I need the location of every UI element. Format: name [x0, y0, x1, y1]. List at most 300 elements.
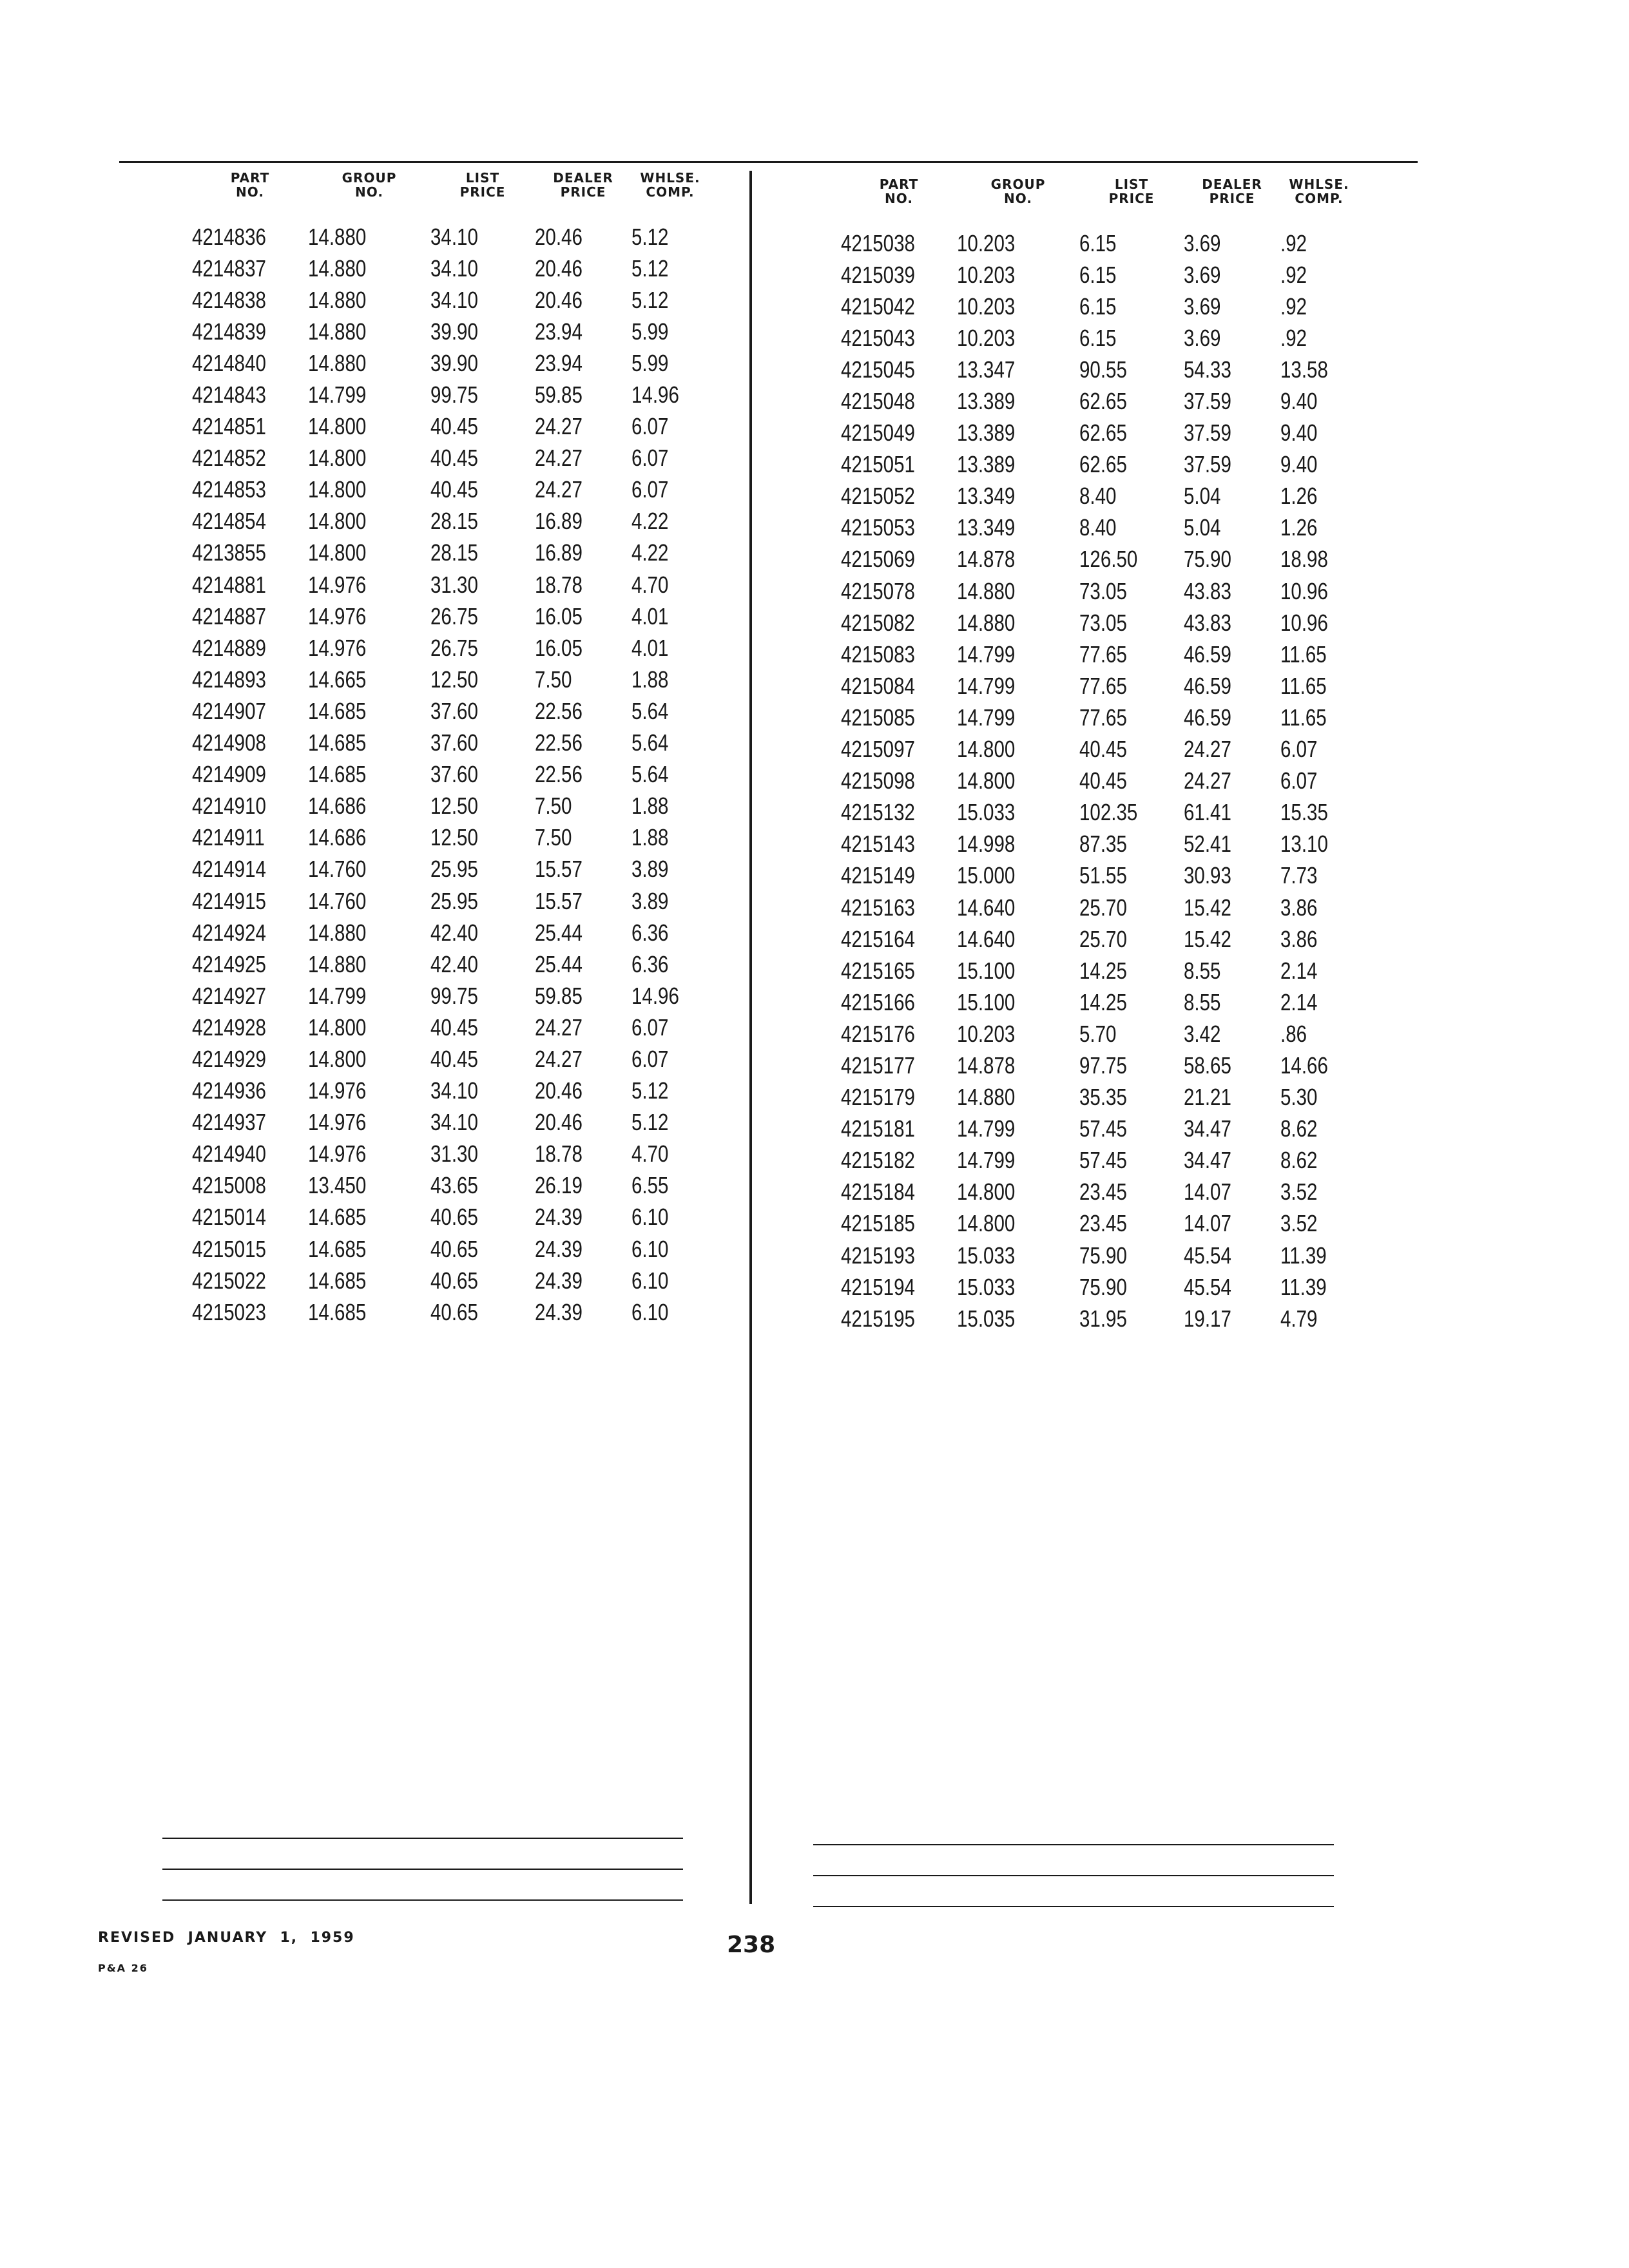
whlse-comp-cell: 6.07	[1280, 736, 1318, 763]
table-row	[192, 411, 709, 443]
table-row	[841, 607, 1358, 639]
group-no-cell: 10.203	[957, 293, 1016, 320]
list-price-cell: 99.75	[430, 982, 478, 1009]
table-row	[841, 1208, 1358, 1240]
group-no-cell: 14.799	[957, 640, 1016, 668]
whlse-comp-cell: 11.65	[1280, 672, 1327, 699]
part-no-cell: 4214924	[192, 919, 266, 946]
group-no-cell: 14.685	[308, 761, 367, 788]
part-no-cell: 4215163	[841, 894, 915, 921]
part-no-cell: 4214853	[192, 476, 266, 503]
table-row	[841, 892, 1358, 923]
list-price-cell: 62.65	[1079, 419, 1127, 447]
group-no-cell: 14.880	[957, 1084, 1016, 1111]
group-no-cell: 14.799	[957, 1115, 1016, 1142]
part-no-cell: 4215164	[841, 925, 915, 952]
blank-line	[813, 1875, 1334, 1876]
table-row	[192, 822, 709, 854]
whlse-comp-cell: 8.62	[1280, 1115, 1318, 1142]
dealer-price-cell: 24.27	[535, 413, 583, 440]
dealer-price-cell: 37.59	[1184, 419, 1231, 447]
group-no-cell: 14.799	[957, 704, 1016, 731]
table-row	[841, 1145, 1358, 1177]
part-no-cell: 4215082	[841, 609, 915, 636]
table-row	[841, 860, 1358, 892]
blank-line	[162, 1899, 683, 1901]
list-price-cell: 25.95	[430, 887, 478, 914]
header-dealer-price: DEALER PRICE	[553, 170, 613, 200]
group-no-cell: 13.450	[308, 1172, 367, 1199]
table-row	[192, 695, 709, 727]
dealer-price-cell: 20.46	[535, 255, 583, 282]
whlse-comp-cell: 9.40	[1280, 388, 1318, 415]
table-row	[192, 1012, 709, 1043]
list-price-cell: 57.45	[1079, 1147, 1127, 1174]
whlse-comp-cell: 6.10	[631, 1267, 669, 1294]
dealer-price-cell: 24.27	[535, 1014, 583, 1041]
list-price-cell: 34.10	[430, 223, 478, 250]
list-price-cell: 12.50	[430, 793, 478, 820]
dealer-price-cell: 8.55	[1184, 957, 1221, 984]
dealer-price-cell: 46.59	[1184, 704, 1231, 731]
whlse-comp-cell: 6.36	[631, 919, 669, 946]
dealer-price-cell: 52.41	[1184, 831, 1231, 858]
part-no-cell: 4214854	[192, 508, 266, 535]
group-no-cell: 14.880	[308, 223, 367, 250]
whlse-comp-cell: 8.62	[1280, 1147, 1318, 1174]
part-no-cell: 4214893	[192, 666, 266, 693]
group-no-cell: 14.880	[957, 609, 1016, 636]
group-no-cell: 14.880	[308, 255, 367, 282]
group-no-cell: 14.665	[308, 666, 367, 693]
group-no-cell: 14.878	[957, 1052, 1016, 1079]
group-no-cell: 14.640	[957, 925, 1016, 952]
list-price-cell: 34.10	[430, 1109, 478, 1136]
group-no-cell: 14.800	[957, 1210, 1016, 1237]
whlse-comp-cell: 3.52	[1280, 1178, 1318, 1206]
dealer-price-cell: 15.57	[535, 856, 583, 883]
group-no-cell: 14.799	[957, 1147, 1016, 1174]
whlse-comp-cell: 6.07	[631, 413, 669, 440]
table-row	[192, 601, 709, 632]
part-no-cell: 4215049	[841, 419, 915, 447]
part-no-cell: 4215023	[192, 1298, 266, 1325]
blank-line	[813, 1906, 1334, 1907]
form-code: P&A 26	[98, 1962, 148, 1974]
dealer-price-cell: 23.94	[535, 318, 583, 345]
group-no-cell: 14.878	[957, 546, 1016, 573]
whlse-comp-cell: 2.14	[1280, 957, 1318, 984]
table-row	[841, 765, 1358, 797]
part-no-cell: 4214843	[192, 381, 266, 408]
header-part-no: PART NO.	[230, 170, 270, 200]
part-no-cell: 4214851	[192, 413, 266, 440]
blank-line	[813, 1844, 1334, 1845]
group-no-cell: 13.389	[957, 451, 1016, 478]
revised-date: REVISED JANUARY 1, 1959	[98, 1930, 355, 1946]
whlse-comp-cell: 5.99	[631, 349, 669, 376]
list-price-cell: 77.65	[1079, 704, 1127, 731]
list-price-cell: 25.95	[430, 856, 478, 883]
group-no-cell: 14.685	[308, 697, 367, 724]
group-no-cell: 14.880	[308, 950, 367, 977]
list-price-cell: 62.65	[1079, 388, 1127, 415]
group-no-cell: 14.799	[308, 982, 367, 1009]
table-row	[192, 1043, 709, 1075]
table-row	[192, 948, 709, 980]
whlse-comp-cell: 11.65	[1280, 640, 1327, 668]
dealer-price-cell: 25.44	[535, 950, 583, 977]
whlse-comp-cell: 4.22	[631, 539, 669, 566]
part-no-cell: 4214838	[192, 286, 266, 313]
part-no-cell: 4215143	[841, 831, 915, 858]
table-row	[841, 1082, 1358, 1113]
whlse-comp-cell: 4.01	[631, 602, 669, 629]
group-no-cell: 14.880	[308, 286, 367, 313]
list-price-cell: 40.45	[430, 1014, 478, 1041]
whlse-comp-cell: 4.70	[631, 1140, 669, 1168]
part-no-cell: 4214937	[192, 1109, 266, 1136]
part-no-cell: 4215053	[841, 514, 915, 541]
table-row	[192, 1296, 709, 1328]
whlse-comp-cell: 6.55	[631, 1172, 669, 1199]
part-no-cell: 4215085	[841, 704, 915, 731]
part-no-cell: 4215181	[841, 1115, 915, 1142]
list-price-cell: 126.50	[1079, 546, 1138, 573]
header-group-no: GROUP NO.	[342, 170, 397, 200]
table-row	[192, 759, 709, 791]
part-no-cell: 4215195	[841, 1305, 915, 1332]
part-no-cell: 4214907	[192, 697, 266, 724]
dealer-price-cell: 16.05	[535, 634, 583, 661]
whlse-comp-cell: 13.10	[1280, 831, 1328, 858]
group-no-cell: 13.349	[957, 514, 1016, 541]
table-row	[841, 291, 1358, 322]
dealer-price-cell: 24.27	[535, 476, 583, 503]
list-price-cell: 62.65	[1079, 451, 1127, 478]
dealer-price-cell: 59.85	[535, 982, 583, 1009]
header-whlse-comp: WHLSE. COMP.	[1289, 177, 1349, 206]
whlse-comp-cell: 5.64	[631, 761, 669, 788]
list-price-cell: 102.35	[1079, 799, 1138, 826]
table-row	[841, 354, 1358, 385]
whlse-comp-cell: 6.07	[631, 445, 669, 472]
part-no-cell: 4214840	[192, 349, 266, 376]
dealer-price-cell: 45.54	[1184, 1273, 1231, 1300]
part-no-cell: 4214928	[192, 1014, 266, 1041]
whlse-comp-cell: 3.89	[631, 887, 669, 914]
list-price-cell: 77.65	[1079, 640, 1127, 668]
list-price-cell: 6.15	[1079, 293, 1117, 320]
dealer-price-cell: 15.42	[1184, 894, 1231, 921]
dealer-price-cell: 20.46	[535, 286, 583, 313]
list-price-cell: 28.15	[430, 508, 478, 535]
dealer-price-cell: 24.27	[1184, 767, 1231, 794]
group-no-cell: 14.640	[957, 894, 1016, 921]
list-price-cell: 8.40	[1079, 483, 1117, 510]
list-price-cell: 40.65	[430, 1267, 478, 1294]
whlse-comp-cell: 6.10	[631, 1298, 669, 1325]
whlse-comp-cell: 1.88	[631, 793, 669, 820]
list-price-cell: 73.05	[1079, 577, 1127, 604]
part-no-cell: 4213855	[192, 539, 266, 566]
dealer-price-cell: 7.50	[535, 824, 572, 851]
part-no-cell: 4215084	[841, 672, 915, 699]
dealer-price-cell: 19.17	[1184, 1305, 1231, 1332]
list-price-cell: 43.65	[430, 1172, 478, 1199]
table-row	[192, 632, 709, 664]
part-no-cell: 4215051	[841, 451, 915, 478]
dealer-price-cell: 21.21	[1184, 1084, 1231, 1111]
part-no-cell: 4214839	[192, 318, 266, 345]
list-price-cell: 34.10	[430, 286, 478, 313]
part-no-cell: 4215022	[192, 1267, 266, 1294]
dealer-price-cell: 20.46	[535, 1109, 583, 1136]
group-no-cell: 14.685	[308, 1235, 367, 1262]
part-no-cell: 4215014	[192, 1204, 266, 1231]
dealer-price-cell: 46.59	[1184, 672, 1231, 699]
top-rule	[119, 161, 1418, 163]
table-row	[192, 1075, 709, 1107]
table-row	[841, 1177, 1358, 1208]
table-row	[192, 917, 709, 948]
group-no-cell: 14.686	[308, 793, 367, 820]
left-price-table	[192, 171, 709, 1328]
list-price-cell: 12.50	[430, 824, 478, 851]
list-price-cell: 23.45	[1079, 1210, 1127, 1237]
list-price-cell: 14.25	[1079, 988, 1127, 1015]
part-no-cell: 4214852	[192, 445, 266, 472]
table-row	[841, 481, 1358, 512]
table-row	[192, 1139, 709, 1170]
dealer-price-cell: 3.69	[1184, 324, 1221, 351]
dealer-price-cell: 30.93	[1184, 862, 1231, 889]
table-row	[192, 316, 709, 347]
whlse-comp-cell: 6.36	[631, 950, 669, 977]
whlse-comp-cell: 6.07	[1280, 767, 1318, 794]
left-table-body	[192, 221, 709, 1328]
table-row	[841, 1018, 1358, 1050]
dealer-price-cell: 59.85	[535, 381, 583, 408]
group-no-cell: 14.998	[957, 831, 1016, 858]
group-no-cell: 10.203	[957, 1020, 1016, 1047]
dealer-price-cell: 23.94	[535, 349, 583, 376]
table-row	[841, 1240, 1358, 1271]
table-row	[192, 347, 709, 379]
group-no-cell: 15.100	[957, 957, 1016, 984]
dealer-price-cell: 3.42	[1184, 1020, 1221, 1047]
whlse-comp-cell: .92	[1280, 293, 1307, 320]
group-no-cell: 14.880	[308, 349, 367, 376]
group-no-cell: 14.685	[308, 1204, 367, 1231]
part-no-cell: 4214936	[192, 1077, 266, 1104]
part-no-cell: 4214927	[192, 982, 266, 1009]
whlse-comp-cell: 15.35	[1280, 799, 1328, 826]
header-list-price: LIST PRICE	[1108, 177, 1155, 206]
table-row	[841, 418, 1358, 449]
part-no-cell: 4215008	[192, 1172, 266, 1199]
whlse-comp-cell: .92	[1280, 229, 1307, 256]
part-no-cell: 4214889	[192, 634, 266, 661]
list-price-cell: 28.15	[430, 539, 478, 566]
table-row	[841, 544, 1358, 575]
group-no-cell: 14.800	[957, 767, 1016, 794]
table-row	[192, 885, 709, 917]
part-no-cell: 4214836	[192, 223, 266, 250]
dealer-price-cell: 37.59	[1184, 388, 1231, 415]
table-row	[192, 379, 709, 410]
list-price-cell: 8.40	[1079, 514, 1117, 541]
group-no-cell: 14.799	[957, 672, 1016, 699]
table-row	[841, 797, 1358, 829]
group-no-cell: 10.203	[957, 324, 1016, 351]
whlse-comp-cell: 5.12	[631, 286, 669, 313]
list-price-cell: 40.45	[430, 445, 478, 472]
whlse-comp-cell: 14.96	[631, 381, 679, 408]
table-row	[192, 1107, 709, 1139]
dealer-price-cell: 26.19	[535, 1172, 583, 1199]
dealer-price-cell: 8.55	[1184, 988, 1221, 1015]
header-dealer-price: DEALER PRICE	[1202, 177, 1262, 206]
table-row	[192, 1170, 709, 1202]
right-table-body	[841, 227, 1358, 1334]
dealer-price-cell: 24.39	[535, 1298, 583, 1325]
group-no-cell: 14.800	[308, 476, 367, 503]
part-no-cell: 4215179	[841, 1084, 915, 1111]
part-no-cell: 4215149	[841, 862, 915, 889]
table-row	[192, 1202, 709, 1233]
table-row	[192, 537, 709, 569]
part-no-cell: 4214887	[192, 602, 266, 629]
part-no-cell: 4214910	[192, 793, 266, 820]
group-no-cell: 14.686	[308, 824, 367, 851]
part-no-cell: 4215048	[841, 388, 915, 415]
group-no-cell: 14.800	[308, 539, 367, 566]
group-no-cell: 13.349	[957, 483, 1016, 510]
table-row	[841, 512, 1358, 544]
part-no-cell: 4215042	[841, 293, 915, 320]
list-price-cell: 40.65	[430, 1204, 478, 1231]
table-row	[841, 259, 1358, 291]
table-row	[841, 702, 1358, 733]
list-price-cell: 57.45	[1079, 1115, 1127, 1142]
dealer-price-cell: 20.46	[535, 1077, 583, 1104]
part-no-cell: 4214911	[192, 824, 265, 851]
group-no-cell: 15.033	[957, 1242, 1016, 1269]
group-no-cell: 14.800	[308, 508, 367, 535]
dealer-price-cell: 58.65	[1184, 1052, 1231, 1079]
group-no-cell: 15.100	[957, 988, 1016, 1015]
list-price-cell: 51.55	[1079, 862, 1127, 889]
list-price-cell: 25.70	[1079, 894, 1127, 921]
dealer-price-cell: 15.42	[1184, 925, 1231, 952]
table-row	[192, 664, 709, 695]
whlse-comp-cell: 5.12	[631, 255, 669, 282]
whlse-comp-cell: 3.52	[1280, 1210, 1318, 1237]
group-no-cell: 14.685	[308, 1267, 367, 1294]
part-no-cell: 4215182	[841, 1147, 915, 1174]
whlse-comp-cell: 6.07	[631, 476, 669, 503]
part-no-cell: 4215132	[841, 799, 915, 826]
list-price-cell: 87.35	[1079, 831, 1127, 858]
whlse-comp-cell: 3.89	[631, 856, 669, 883]
list-price-cell: 40.45	[1079, 736, 1127, 763]
part-no-cell: 4214908	[192, 729, 266, 756]
part-no-cell: 4215083	[841, 640, 915, 668]
dealer-price-cell: 24.39	[535, 1235, 583, 1262]
table-row	[841, 385, 1358, 417]
dealer-price-cell: 34.47	[1184, 1147, 1231, 1174]
list-price-cell: 6.15	[1079, 324, 1117, 351]
table-row	[841, 670, 1358, 702]
group-no-cell: 10.203	[957, 261, 1016, 288]
dealer-price-cell: 45.54	[1184, 1242, 1231, 1269]
group-no-cell: 13.389	[957, 419, 1016, 447]
whlse-comp-cell: 6.07	[631, 1014, 669, 1041]
whlse-comp-cell: 5.12	[631, 223, 669, 250]
group-no-cell: 14.800	[957, 1178, 1016, 1206]
right-price-table	[841, 177, 1358, 1334]
dealer-price-cell: 54.33	[1184, 356, 1231, 383]
whlse-comp-cell: 11.39	[1280, 1273, 1327, 1300]
table-row	[192, 221, 709, 253]
table-row	[841, 1113, 1358, 1145]
part-no-cell: 4215166	[841, 988, 915, 1015]
whlse-comp-cell: 6.10	[631, 1204, 669, 1231]
list-price-cell: 31.30	[430, 1140, 478, 1168]
list-price-cell: 40.45	[1079, 767, 1127, 794]
whlse-comp-cell: .86	[1280, 1020, 1307, 1047]
list-price-cell: 5.70	[1079, 1020, 1117, 1047]
list-price-cell: 42.40	[430, 950, 478, 977]
group-no-cell: 13.347	[957, 356, 1016, 383]
table-row	[841, 923, 1358, 955]
part-no-cell: 4215078	[841, 577, 915, 604]
part-no-cell: 4215193	[841, 1242, 915, 1269]
table-row	[192, 727, 709, 759]
group-no-cell: 14.800	[308, 1045, 367, 1072]
whlse-comp-cell: 5.12	[631, 1109, 669, 1136]
group-no-cell: 13.389	[957, 388, 1016, 415]
table-row	[192, 980, 709, 1012]
whlse-comp-cell: 1.26	[1280, 483, 1318, 510]
table-row	[841, 955, 1358, 986]
whlse-comp-cell: 9.40	[1280, 451, 1318, 478]
list-price-cell: 35.35	[1079, 1084, 1127, 1111]
dealer-price-cell: 3.69	[1184, 229, 1221, 256]
table-row	[192, 474, 709, 506]
dealer-price-cell: 24.27	[535, 1045, 583, 1072]
list-price-cell: 34.10	[430, 255, 478, 282]
dealer-price-cell: 75.90	[1184, 546, 1231, 573]
list-price-cell: 40.45	[430, 1045, 478, 1072]
part-no-cell: 4215165	[841, 957, 915, 984]
right-table-header	[841, 177, 1358, 220]
list-price-cell: 99.75	[430, 381, 478, 408]
left-table-header	[192, 171, 709, 213]
whlse-comp-cell: 10.96	[1280, 609, 1328, 636]
table-row	[192, 569, 709, 601]
group-no-cell: 14.800	[308, 1014, 367, 1041]
group-no-cell: 14.976	[308, 602, 367, 629]
list-price-cell: 40.45	[430, 413, 478, 440]
dealer-price-cell: 5.04	[1184, 483, 1221, 510]
dealer-price-cell: 16.05	[535, 602, 583, 629]
dealer-price-cell: 3.69	[1184, 293, 1221, 320]
whlse-comp-cell: 3.86	[1280, 894, 1318, 921]
whlse-comp-cell: 4.22	[631, 508, 669, 535]
part-no-cell: 4214929	[192, 1045, 266, 1072]
